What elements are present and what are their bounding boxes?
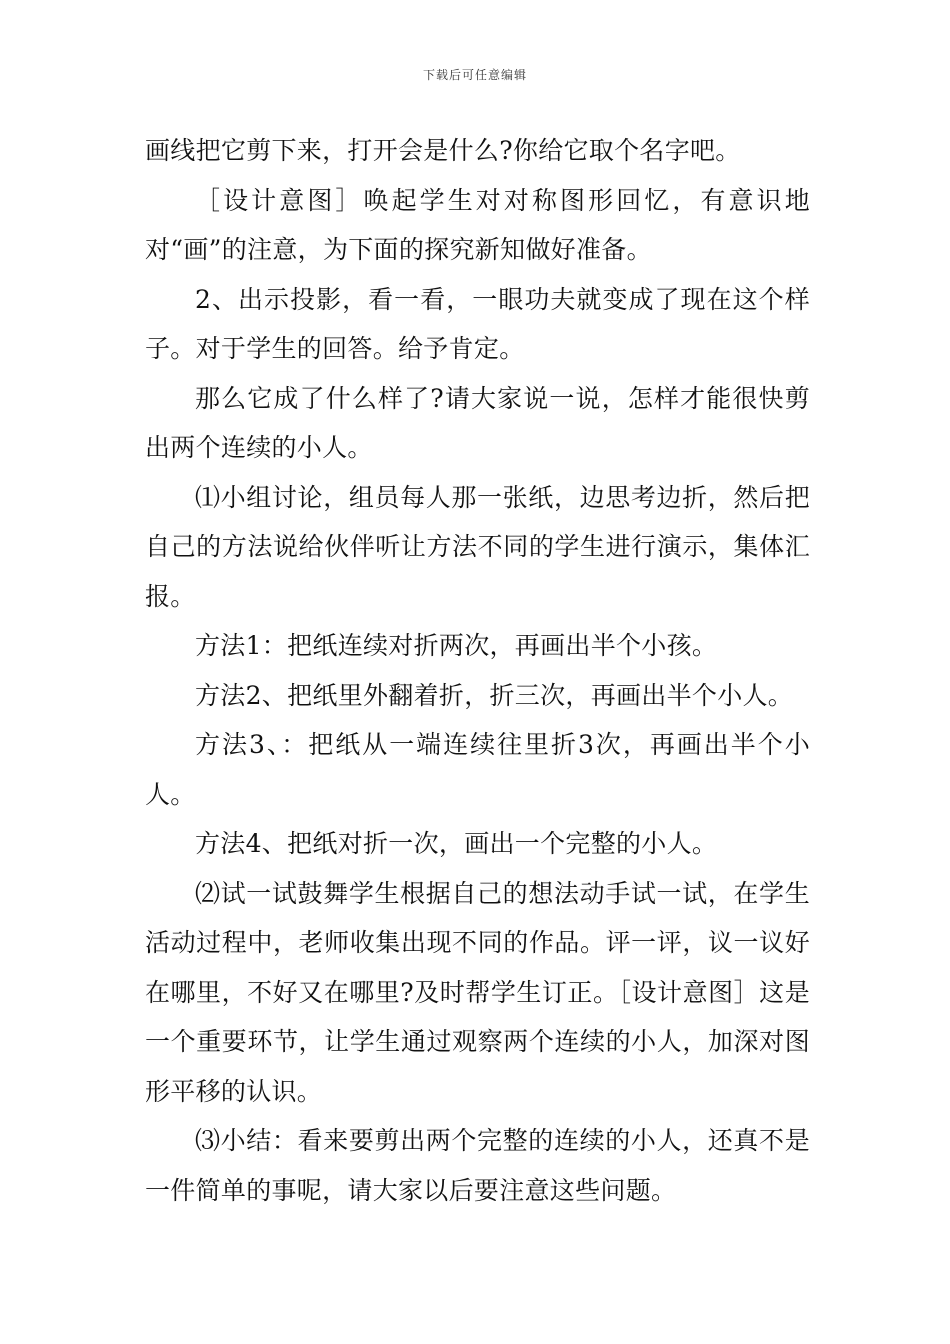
paragraph-10: ⑵试一试鼓舞学生根据自己的想法动手试一试，在学生活动过程中，老师收集出现不同的作品。评一评，议一议好在哪里，不好又在哪里?及时帮学生订正。［设计意图］这是一个重要环节，让学生通过观察两个连续的小人，加深对图形平移的认识。	[145, 878, 810, 1106]
paragraph-4: 那么它成了什么样了?请大家说一说，怎样才能很快剪出两个连续的小人。	[145, 383, 810, 462]
paragraph-11: ⑶小结：看来要剪出两个完整的连续的小人，还真不是一件简单的事呢，请大家以后要注意这些问题。	[145, 1126, 810, 1205]
paragraph-6: 方法1：把纸连续对折两次，再画出半个小孩。	[195, 631, 718, 660]
paragraph-7: 方法2、把纸里外翻着折，折三次，再画出半个小人。	[195, 680, 794, 710]
paragraph-3: 2、出示投影，看一看，一眼功夫就变成了现在这个样子。对于学生的回答。给予肯定。	[145, 284, 810, 363]
paragraph-2: ［设计意图］唤起学生对对称图形回忆，有意识地对“画”的注意，为下面的探究新知做好准备。	[145, 185, 810, 264]
paragraph-9: 方法4、把纸对折一次，画出一个完整的小人。	[195, 829, 718, 858]
paragraph-5: ⑴小组讨论，组员每人那一张纸，边思考边折，然后把自己的方法说给伙伴听让方法不同的学生进行演示，集体汇报。	[145, 482, 810, 611]
page-header: 下载后可任意编辑	[422, 68, 527, 82]
paragraph-8: 方法3、：把纸从一端连续往里折3次，再画出半个小人。	[145, 730, 810, 809]
paragraph-1: 画线把它剪下来，打开会是什么?你给它取个名字吧。	[145, 136, 741, 165]
document-body	[145, 126, 810, 1215]
